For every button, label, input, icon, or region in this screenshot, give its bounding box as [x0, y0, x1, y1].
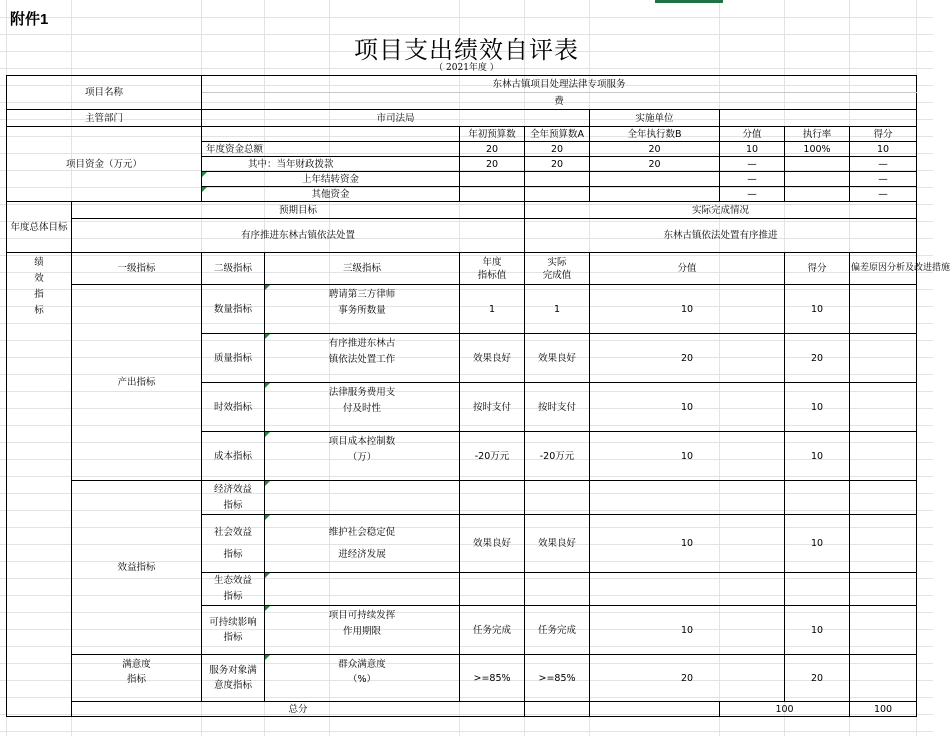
funds-cell[interactable] [525, 187, 590, 202]
funds-cell[interactable]: 20 [525, 157, 590, 172]
level2-cell: 质量指标 [202, 334, 265, 383]
actual-cell[interactable]: >=85% [525, 655, 590, 702]
target-cell[interactable] [460, 573, 525, 606]
actual-result-text[interactable]: 东林古镇依法处置有序推进 [525, 219, 917, 253]
funds-header-annual-budget: 全年预算数A [525, 127, 590, 142]
score-cell[interactable] [785, 573, 850, 606]
funds-header-initial-budget: 年初预算数 [460, 127, 525, 142]
funds-cell[interactable]: — [720, 172, 785, 187]
analysis-cell[interactable] [850, 481, 917, 515]
target-cell[interactable]: -20万元 [460, 432, 525, 481]
department-label: 主管部门 [7, 110, 202, 127]
score-value-cell[interactable] [590, 573, 785, 606]
score-cell[interactable]: 10 [785, 383, 850, 432]
total-label: 总分 [72, 702, 525, 717]
level2-cell: 生态效益 指标 [202, 573, 265, 606]
department-row [7, 110, 917, 127]
funds-cell[interactable]: — [850, 187, 917, 202]
funds-row-name: 年度资金总额 [202, 142, 460, 157]
funds-cell[interactable]: 20 [460, 142, 525, 157]
header-analysis: 偏差原因分析及改进措施 [850, 253, 917, 285]
annex-label: 附件1 [10, 11, 49, 28]
funds-cell[interactable]: 10 [850, 142, 917, 157]
target-cell[interactable]: 任务完成 [460, 606, 525, 655]
target-cell[interactable]: 效果良好 [460, 334, 525, 383]
document-title: 项目支出绩效自评表 [354, 36, 579, 64]
funds-row-name: 其中：当年财政拨款 [202, 157, 460, 172]
funds-cell[interactable] [785, 157, 850, 172]
score-cell[interactable]: 20 [785, 334, 850, 383]
comment-marker [265, 432, 270, 437]
header-score-value: 分值 [590, 253, 785, 285]
goals-header-row [7, 202, 917, 219]
funds-cell[interactable] [590, 187, 720, 202]
actual-cell[interactable]: 任务完成 [525, 606, 590, 655]
score-value-cell[interactable]: 20 [590, 655, 785, 702]
analysis-cell[interactable] [850, 383, 917, 432]
level2-cell: 服务对象满 意度指标 [202, 655, 265, 702]
header-level2: 二级指标 [202, 253, 265, 285]
target-cell[interactable]: 效果良好 [460, 515, 525, 573]
department-value[interactable]: 市司法局 [202, 110, 590, 127]
score-value-cell[interactable]: 10 [590, 383, 785, 432]
level3-cell[interactable]: 项目可持续发挥 作用期限 [265, 606, 460, 655]
header-score: 得分 [785, 253, 850, 285]
funds-cell[interactable] [785, 187, 850, 202]
level2-cell: 数量指标 [202, 285, 265, 334]
funds-cell[interactable]: 20 [590, 142, 720, 157]
level2-cell: 可持续影响 指标 [202, 606, 265, 655]
funds-header-row [7, 127, 917, 142]
score-cell[interactable]: 10 [785, 432, 850, 481]
score-value-cell[interactable]: 10 [590, 432, 785, 481]
funds-cell[interactable] [590, 172, 720, 187]
level2-cell: 成本指标 [202, 432, 265, 481]
project-name-line1[interactable]: 东林古镇项目处理法律专项服务 [202, 76, 917, 93]
funds-header-score-value: 分值 [720, 127, 785, 142]
self-evaluation-table [6, 75, 950, 717]
target-cell[interactable]: 按时支付 [460, 383, 525, 432]
planned-goal-text[interactable]: 有序推进东林古镇依法处置 [72, 219, 525, 253]
annual-goal-label: 年度总体目标 [7, 202, 72, 253]
selected-cell-indicator [655, 0, 723, 3]
output-indicators-label: 产出指标 [72, 285, 202, 481]
actual-cell[interactable]: 1 [525, 285, 590, 334]
score-cell[interactable]: 10 [785, 285, 850, 334]
target-cell[interactable] [460, 481, 525, 515]
funds-cell[interactable] [525, 172, 590, 187]
implementing-unit-value[interactable] [720, 110, 917, 127]
funds-cell[interactable]: 20 [460, 157, 525, 172]
score-cell[interactable]: 10 [785, 606, 850, 655]
level2-cell: 时效指标 [202, 383, 265, 432]
comment-marker [265, 515, 270, 520]
actual-cell[interactable] [525, 481, 590, 515]
funds-header-executed: 全年执行数B [590, 127, 720, 142]
actual-cell[interactable]: 效果良好 [525, 334, 590, 383]
analysis-cell[interactable] [850, 432, 917, 481]
actual-cell[interactable]: 效果良好 [525, 515, 590, 573]
score-cell[interactable]: 10 [785, 515, 850, 573]
level2-cell: 社会效益 指标 [202, 515, 265, 573]
level3-cell[interactable]: 项目成本控制数 （万） [265, 432, 460, 481]
comment-marker [265, 573, 270, 578]
funds-cell[interactable]: — [850, 172, 917, 187]
document-year: （ 2021年度 ） [434, 63, 499, 73]
funds-cell[interactable] [785, 172, 850, 187]
header-target: 年度 指标值 [460, 253, 525, 285]
score-cell[interactable]: 20 [785, 655, 850, 702]
header-level1: 一级指标 [72, 253, 202, 285]
score-value-cell[interactable]: 10 [590, 515, 785, 573]
funds-cell[interactable]: — [850, 157, 917, 172]
comment-marker [265, 606, 270, 611]
analysis-cell[interactable] [850, 334, 917, 383]
comment-marker [265, 383, 270, 388]
funds-cell[interactable]: 10 [720, 142, 785, 157]
analysis-cell[interactable] [850, 573, 917, 606]
header-level3: 三级指标 [265, 253, 460, 285]
actual-cell[interactable]: -20万元 [525, 432, 590, 481]
funds-cell[interactable]: — [720, 157, 785, 172]
score-cell[interactable] [785, 481, 850, 515]
funds-header-execution-rate: 执行率 [785, 127, 850, 142]
comment-marker [202, 172, 207, 177]
total-row [7, 702, 917, 717]
comment-marker [265, 334, 270, 339]
funds-cell[interactable]: — [720, 187, 785, 202]
score-value-cell[interactable] [590, 481, 785, 515]
funds-label: 项目资金（万元） [7, 127, 202, 202]
level3-cell[interactable] [265, 481, 460, 515]
score-value-cell[interactable]: 10 [590, 606, 785, 655]
satisfaction-indicators-label: 满意度 指标 [72, 655, 202, 702]
funds-row-name: 上年结转资金 [202, 172, 460, 187]
level3-cell[interactable] [265, 573, 460, 606]
indicator-row [7, 481, 917, 515]
comment-marker [265, 481, 270, 486]
level3-cell[interactable]: 聘请第三方律师 事务所数量 [265, 285, 460, 334]
funds-header-score: 得分 [850, 127, 917, 142]
actual-result-header: 实际完成情况 [525, 202, 917, 219]
level3-cell[interactable]: 群众满意度 （%） [265, 655, 460, 702]
target-cell[interactable]: 1 [460, 285, 525, 334]
actual-cell[interactable] [525, 573, 590, 606]
funds-cell[interactable]: 20 [525, 142, 590, 157]
indicator-row [7, 655, 917, 702]
performance-indicators-side-label: 绩 效 指 标 [7, 253, 72, 717]
goals-content-row [7, 219, 917, 253]
comment-marker [265, 655, 270, 660]
project-name-line2[interactable]: 费 [202, 93, 917, 110]
analysis-cell[interactable] [850, 655, 917, 702]
funds-cell[interactable] [460, 187, 525, 202]
comment-marker [265, 285, 270, 290]
implementing-unit-label: 实施单位 [590, 110, 720, 127]
analysis-cell[interactable] [850, 285, 917, 334]
score-value-cell[interactable]: 20 [590, 334, 785, 383]
target-cell[interactable]: >=85% [460, 655, 525, 702]
actual-cell[interactable]: 按时支付 [525, 383, 590, 432]
analysis-cell[interactable] [850, 606, 917, 655]
project-name-row [7, 76, 917, 93]
funds-row-name: 其他资金 [202, 187, 460, 202]
planned-goal-header: 预期目标 [72, 202, 525, 219]
level3-cell[interactable]: 有序推进东林古 镇依法处置工作 [265, 334, 460, 383]
total-score[interactable]: 100 [850, 702, 917, 717]
total-value[interactable]: 100 [720, 702, 850, 717]
project-name-label: 项目名称 [7, 76, 202, 110]
funds-cell[interactable]: 20 [590, 157, 720, 172]
level3-cell[interactable]: 维护社会稳定促 进经济发展 [265, 515, 460, 573]
indicators-header-row [7, 253, 917, 285]
score-value-cell[interactable]: 10 [590, 285, 785, 334]
benefit-indicators-label: 效益指标 [72, 481, 202, 655]
level3-cell[interactable]: 法律服务费用支 付及时性 [265, 383, 460, 432]
funds-cell[interactable] [460, 172, 525, 187]
comment-marker [202, 187, 207, 192]
funds-cell[interactable]: 100% [785, 142, 850, 157]
analysis-cell[interactable] [850, 515, 917, 573]
indicator-row [7, 285, 917, 334]
header-actual: 实际 完成值 [525, 253, 590, 285]
level2-cell: 经济效益 指标 [202, 481, 265, 515]
